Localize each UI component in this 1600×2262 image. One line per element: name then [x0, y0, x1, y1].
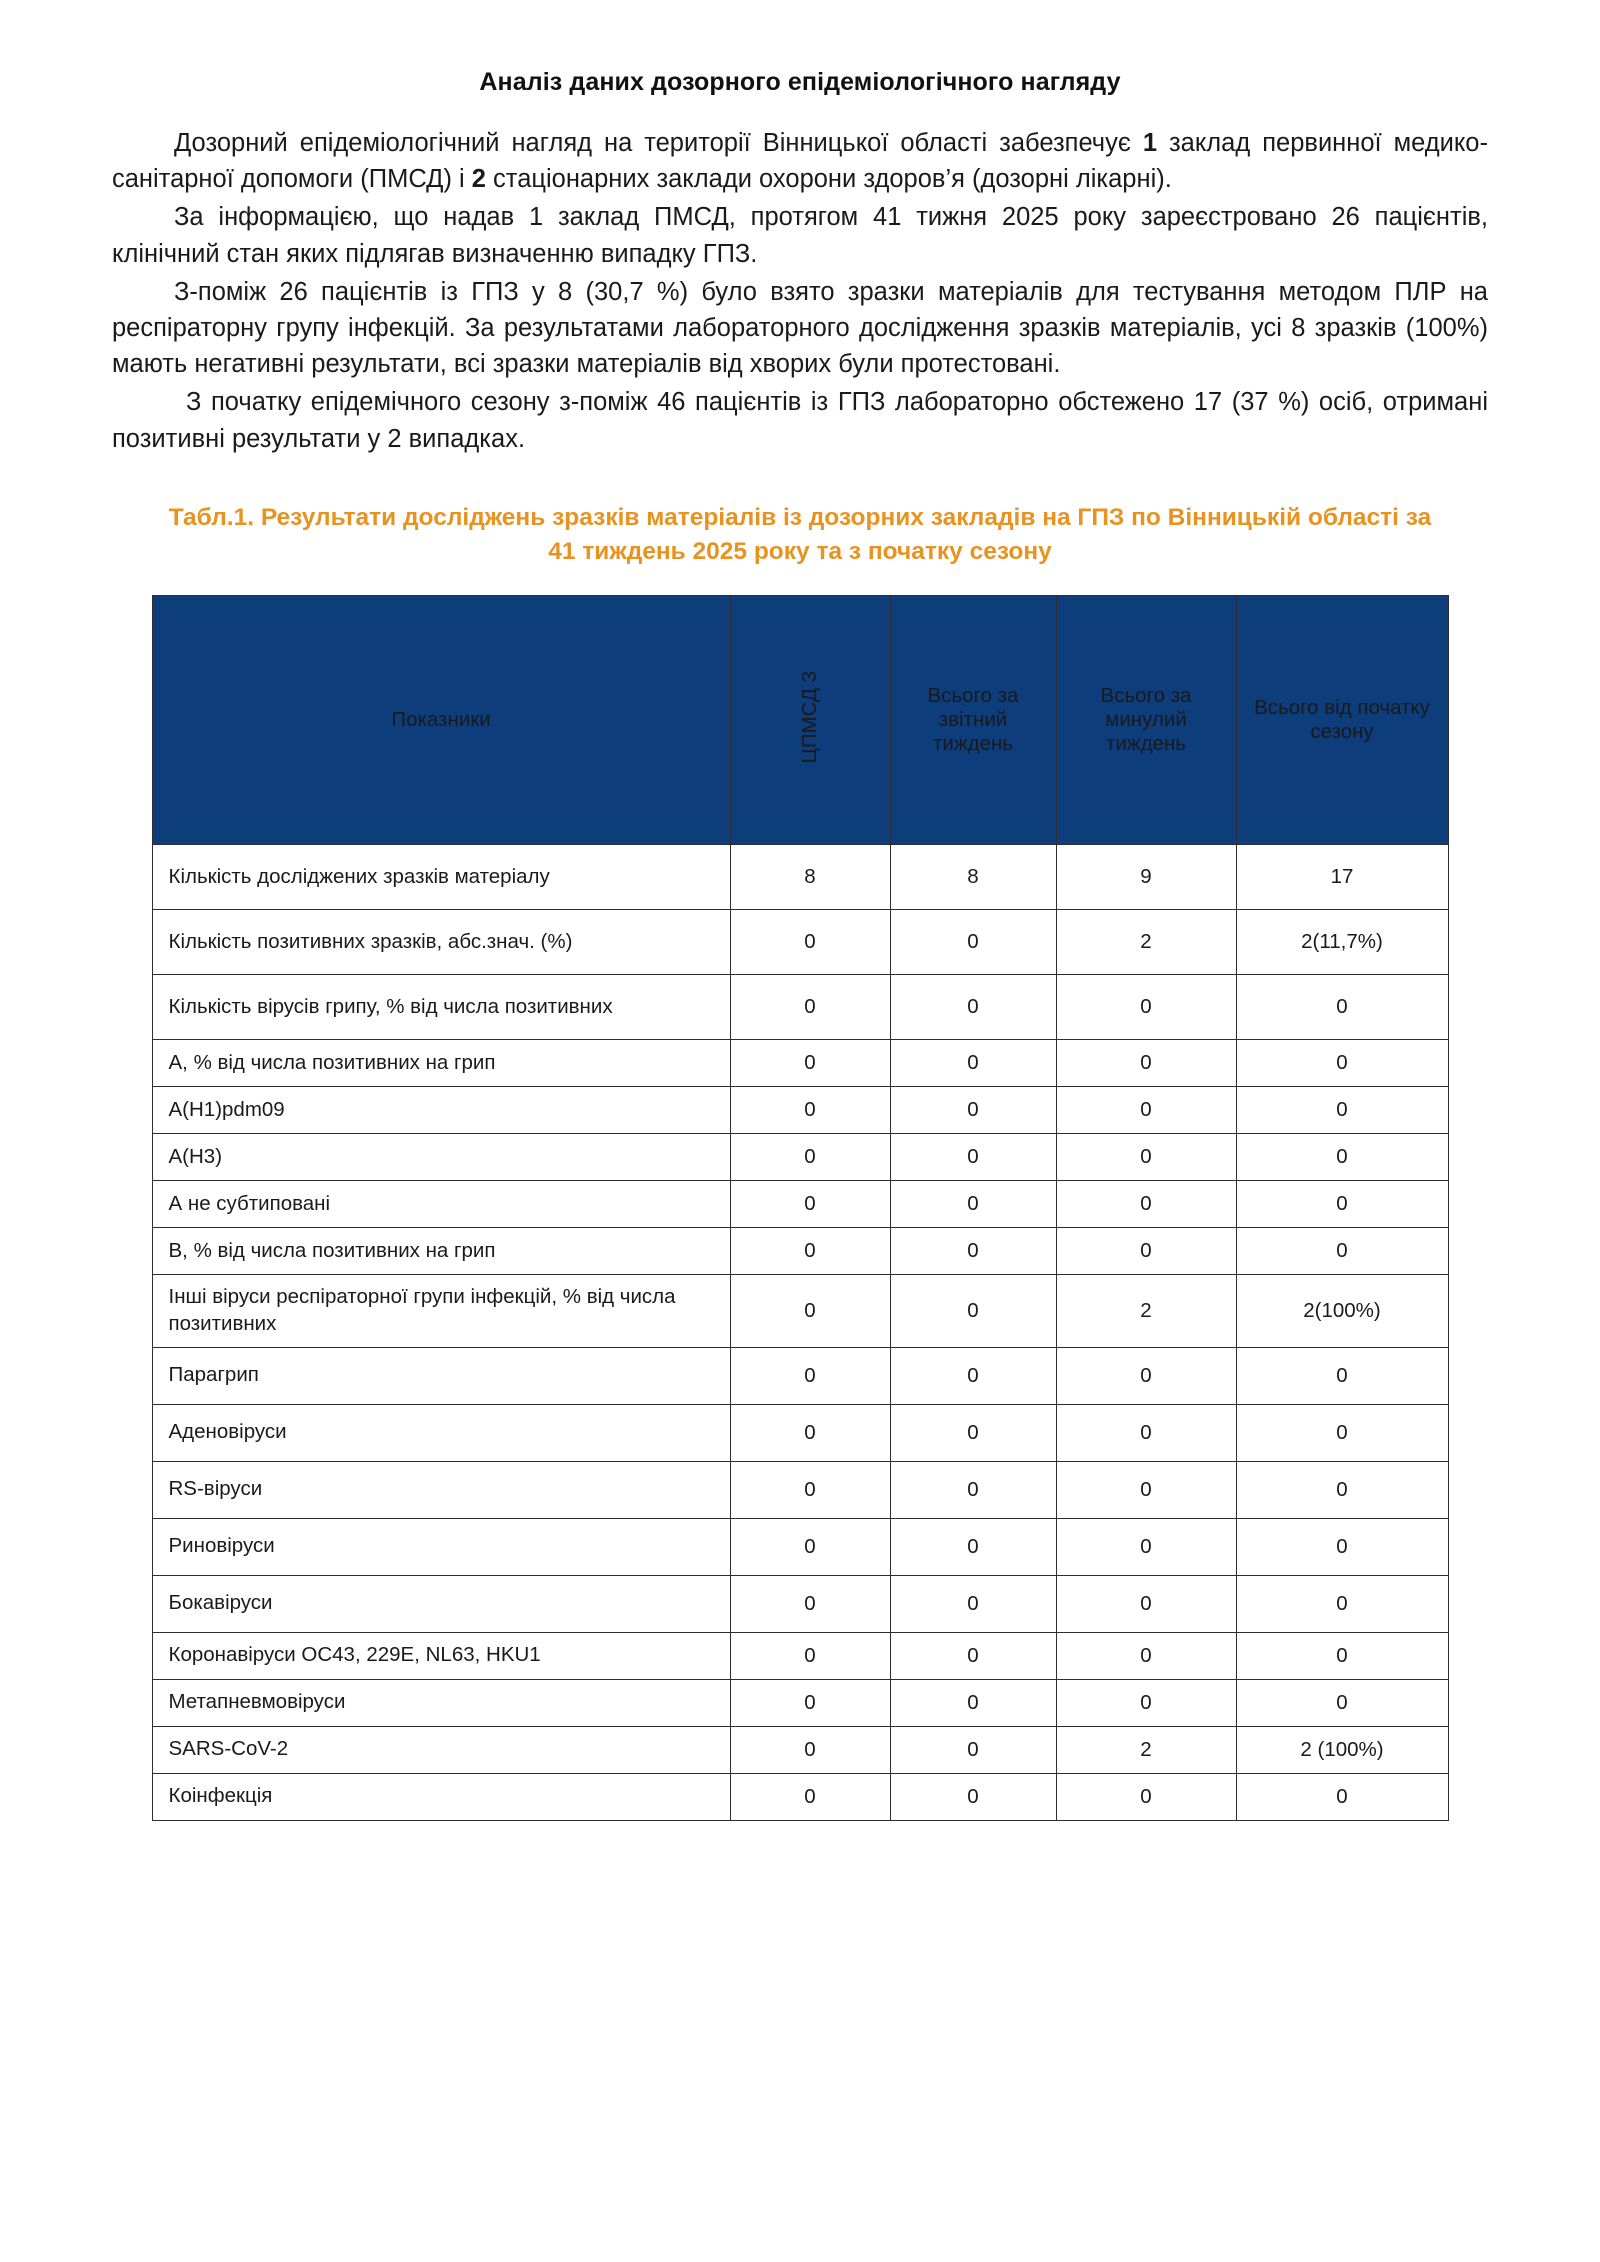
table-row: [152, 1518, 1448, 1575]
cell-value: 0: [1056, 1347, 1236, 1404]
run-text: З-поміж 26 пацієнтів із ГПЗ у 8 (30,7 %) було взято зразки матеріалів для тестування методом ПЛР на респіраторну групу інфекцій. За результатами лабораторного дослідження зразків матеріалів, усі 8 зразків (100%) мають негативні результати, всі зразки матеріалів від хворих були протестовані.: [112, 277, 1488, 379]
cell-value: 8: [890, 845, 1056, 910]
table-caption: Табл.1. Результати досліджень зразків матеріалів із дозорних закладів на ГПЗ по Вінницькій області за 41 тиждень 2025 року та з початку сезону: [168, 503, 1432, 566]
row-label: Метапневмовіруси: [152, 1679, 730, 1726]
cell-value: 0: [1056, 1181, 1236, 1228]
paragraph-1: [112, 125, 1488, 197]
row-label: А, % від числа позитивних на грип: [152, 1040, 730, 1087]
cell-value: 0: [730, 1461, 890, 1518]
results-table: [152, 595, 1449, 1820]
cell-value: 0: [890, 1726, 1056, 1773]
cell-value: 0: [1236, 1134, 1448, 1181]
column-header-previous-week: Всього за минулий тиждень: [1056, 596, 1236, 845]
cell-value: 0: [890, 1679, 1056, 1726]
cell-value: 0: [1056, 1575, 1236, 1632]
cell-value: 0: [1236, 1575, 1448, 1632]
paragraph-4: [112, 384, 1488, 456]
run-text: З початку епідемічного сезону з-поміж 46 пацієнтів із ГПЗ лабораторно обстежено 17 (37 %) осіб, отримані позитивні результати у 2 випадках.: [112, 388, 1488, 453]
row-label: Кількість позитивних зразків, абс.знач. (%): [152, 910, 730, 975]
cell-value: 0: [1056, 1679, 1236, 1726]
cell-value: 0: [1056, 1632, 1236, 1679]
cell-value: 0: [730, 1040, 890, 1087]
cell-value: 0: [1236, 1773, 1448, 1820]
cell-value: 0: [730, 975, 890, 1040]
table-header: [152, 596, 1448, 845]
row-label: RS-віруси: [152, 1461, 730, 1518]
cell-value: 0: [1236, 1632, 1448, 1679]
table-row: [152, 1275, 1448, 1347]
cell-value: 0: [1236, 1181, 1448, 1228]
paragraph-2: [112, 199, 1488, 271]
row-label: Риновіруси: [152, 1518, 730, 1575]
row-label: Аденовіруси: [152, 1404, 730, 1461]
table-row: [152, 845, 1448, 910]
cell-value: 17: [1236, 845, 1448, 910]
cell-value: 0: [890, 1632, 1056, 1679]
cell-value: 0: [730, 1518, 890, 1575]
run-text: заклад первинної медико-санітарної допомоги (ПМСД) і: [112, 129, 1488, 194]
cell-value: 2: [1056, 1275, 1236, 1347]
cell-value: 0: [1056, 1518, 1236, 1575]
table-row: [152, 1228, 1448, 1275]
row-label: В, % від числа позитивних на грип: [152, 1228, 730, 1275]
paragraph-3-text: [112, 278, 1488, 378]
row-label: Коінфекція: [152, 1773, 730, 1820]
run-text: Дозорний епідеміологічний нагляд на території Вінницької області забезпечує: [174, 129, 1143, 157]
column-header-current-week: Всього за звітний тиждень: [890, 596, 1056, 845]
cell-value: 0: [890, 1773, 1056, 1820]
cell-value: 0: [1236, 1347, 1448, 1404]
column-header-indicators: Показники: [152, 596, 730, 845]
row-label: Коронавіруси OC43, 229E, NL63, HKU1: [152, 1632, 730, 1679]
cell-value: 0: [730, 1087, 890, 1134]
cell-value: 2 (100%): [1236, 1726, 1448, 1773]
cell-value: 0: [890, 1040, 1056, 1087]
cell-value: 0: [730, 1181, 890, 1228]
cell-value: 0: [1056, 1773, 1236, 1820]
cell-value: 0: [1236, 1461, 1448, 1518]
page-title: Аналіз даних дозорного епідеміологічного нагляду: [479, 68, 1121, 96]
cell-value: 0: [1236, 1404, 1448, 1461]
cell-value: 2(100%): [1236, 1275, 1448, 1347]
row-label: Інші віруси респіраторної групи інфекцій, % від числа позитивних: [152, 1275, 730, 1347]
row-label: SARS-CoV-2: [152, 1726, 730, 1773]
paragraph-1-text: [112, 129, 1488, 193]
cell-value: 0: [890, 1404, 1056, 1461]
paragraph-4-text: [112, 388, 1488, 452]
row-label: А не субтиповані: [152, 1181, 730, 1228]
cell-value: 0: [1236, 1679, 1448, 1726]
table-row: [152, 1347, 1448, 1404]
cell-value: 9: [1056, 845, 1236, 910]
cell-value: 0: [890, 975, 1056, 1040]
table-header-row: [152, 596, 1448, 845]
cell-value: 0: [1236, 1087, 1448, 1134]
cell-value: 0: [1056, 975, 1236, 1040]
paragraph-2-text: [112, 203, 1488, 267]
table-row: [152, 1087, 1448, 1134]
run-text: За інформацією, що надав 1 заклад ПМСД, протягом 41 тижня 2025 року зареєстровано 26 пацієнтів, клінічний стан яких підлягав визначенню випадку ГПЗ.: [112, 203, 1488, 268]
cell-value: 2(11,7%): [1236, 910, 1448, 975]
cell-value: 0: [890, 1275, 1056, 1347]
body-text: [112, 125, 1488, 457]
cell-value: 0: [730, 1679, 890, 1726]
cell-value: 0: [890, 1087, 1056, 1134]
cell-value: 8: [730, 845, 890, 910]
cell-value: 0: [1056, 1134, 1236, 1181]
cell-value: 0: [1236, 1518, 1448, 1575]
emphasis-text: 2: [471, 165, 486, 194]
cell-value: 0: [730, 1134, 890, 1181]
row-label: Кількість вірусів грипу, % від числа позитивних: [152, 975, 730, 1040]
cell-value: 0: [730, 1228, 890, 1275]
table-row: [152, 1181, 1448, 1228]
row-label: Парагрип: [152, 1347, 730, 1404]
run-text: стаціонарних заклади охорони здоров’я (дозорні лікарні).: [485, 165, 1172, 194]
cell-value: 2: [1056, 1726, 1236, 1773]
cell-value: 0: [1236, 975, 1448, 1040]
table-row: [152, 1404, 1448, 1461]
cell-value: 0: [730, 1632, 890, 1679]
cell-value: 0: [730, 1575, 890, 1632]
table-row: [152, 1461, 1448, 1518]
table-row: [152, 910, 1448, 975]
cell-value: 0: [1236, 1040, 1448, 1087]
cell-value: 0: [730, 1726, 890, 1773]
table-row: [152, 1773, 1448, 1820]
cell-value: 0: [1056, 1087, 1236, 1134]
table-row: [152, 975, 1448, 1040]
table-row: [152, 1679, 1448, 1726]
emphasis-text: 1: [1142, 129, 1158, 157]
cell-value: 2: [1056, 910, 1236, 975]
cell-value: 0: [1056, 1461, 1236, 1518]
cell-value: 0: [890, 1518, 1056, 1575]
cell-value: 0: [1236, 1228, 1448, 1275]
cell-value: 0: [890, 1575, 1056, 1632]
table-row: [152, 1726, 1448, 1773]
table-row: [152, 1134, 1448, 1181]
row-label: A(H1)pdm09: [152, 1087, 730, 1134]
cell-value: 0: [890, 1134, 1056, 1181]
cell-value: 0: [890, 1461, 1056, 1518]
column-header-cpmsd: ЦПМСД 3: [730, 596, 890, 845]
table-row: [152, 1040, 1448, 1087]
cell-value: 0: [890, 910, 1056, 975]
cell-value: 0: [890, 1181, 1056, 1228]
row-label: Кількість досліджених зразків матеріалу: [152, 845, 730, 910]
paragraph-3: [112, 274, 1488, 383]
table-body: [152, 845, 1448, 1820]
cell-value: 0: [730, 1275, 890, 1347]
cell-value: 0: [730, 1347, 890, 1404]
cell-value: 0: [730, 1404, 890, 1461]
row-label: A(H3): [152, 1134, 730, 1181]
column-header-season-total: Всього від початку сезону: [1236, 596, 1448, 845]
row-label: Бокавіруси: [152, 1575, 730, 1632]
cell-value: 0: [730, 910, 890, 975]
cell-value: 0: [890, 1228, 1056, 1275]
cell-value: 0: [1056, 1404, 1236, 1461]
cell-value: 0: [730, 1773, 890, 1820]
cell-value: 0: [1056, 1228, 1236, 1275]
table-row: [152, 1575, 1448, 1632]
cell-value: 0: [890, 1347, 1056, 1404]
table-row: [152, 1632, 1448, 1679]
cell-value: 0: [1056, 1040, 1236, 1087]
